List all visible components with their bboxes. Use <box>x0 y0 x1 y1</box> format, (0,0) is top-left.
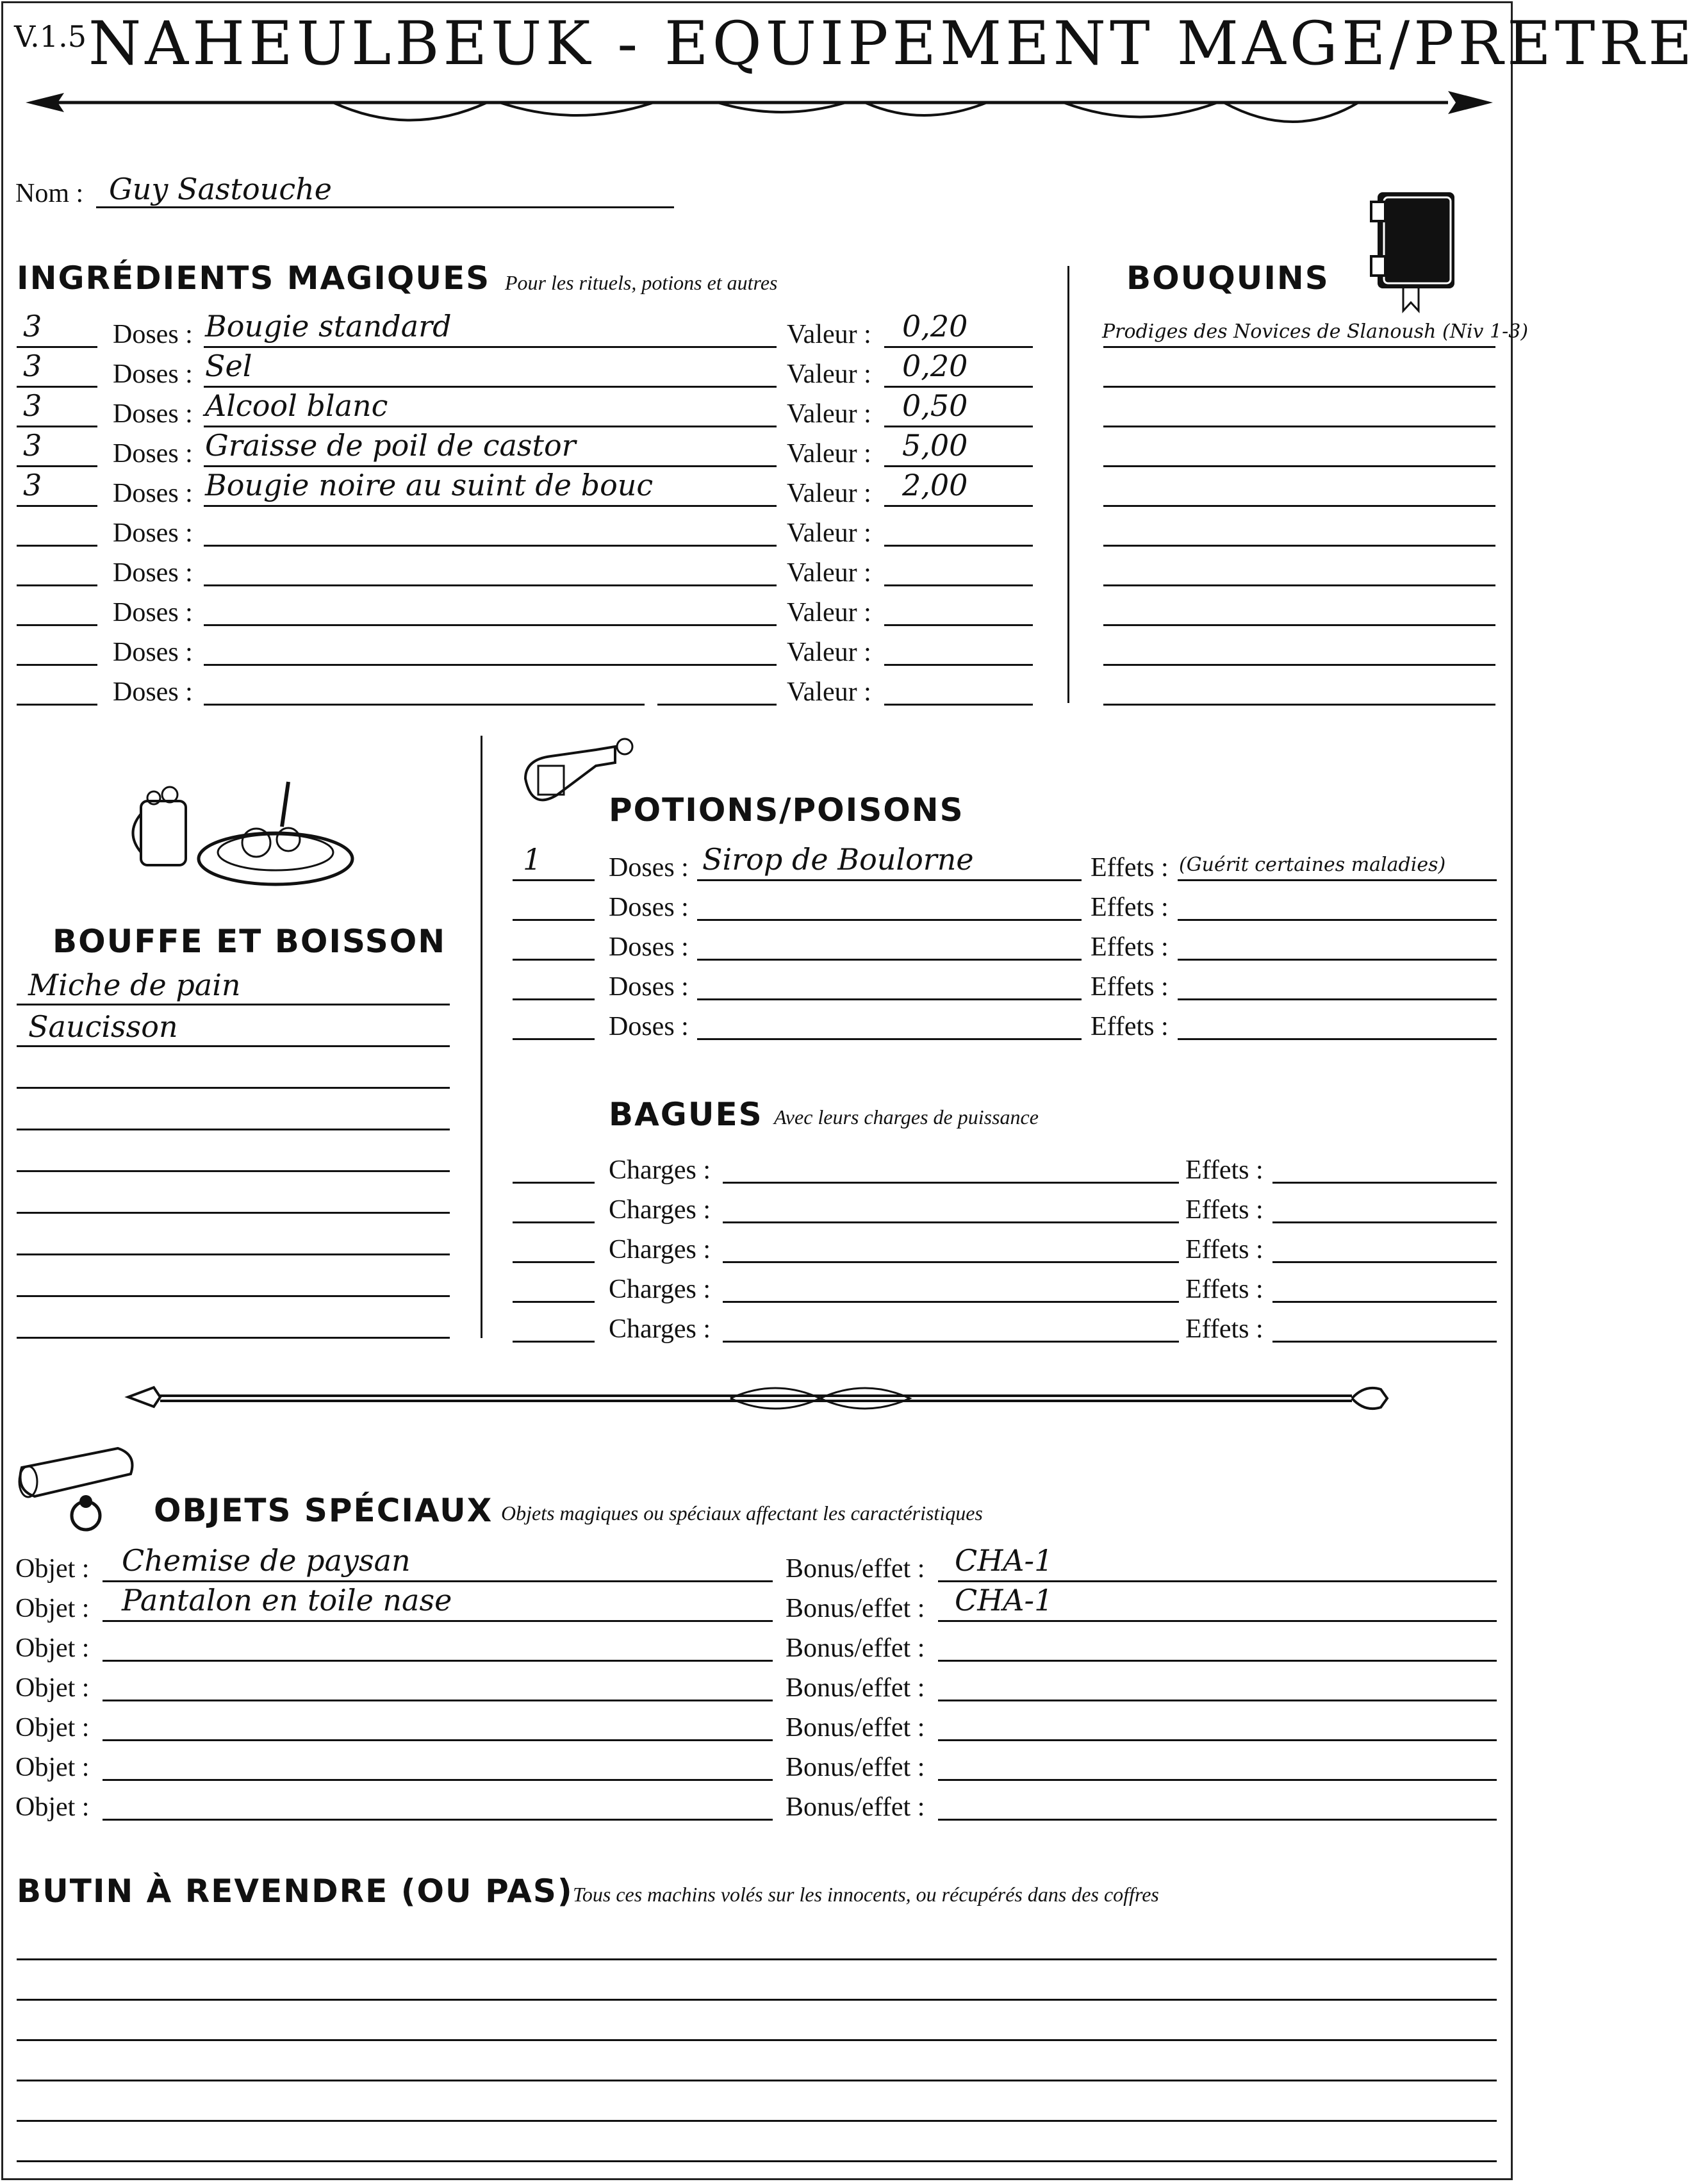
version-label: V.1.5 <box>14 19 86 54</box>
write-line <box>103 1580 773 1582</box>
effets-label: Effets : <box>1091 893 1169 922</box>
write-line <box>884 386 1033 388</box>
objet-bonus[interactable]: CHA-1 <box>955 1543 1053 1578</box>
bonus-label: Bonus/effet : <box>786 1673 925 1703</box>
write-line <box>1103 624 1495 626</box>
effets-label: Effets : <box>1091 1012 1169 1041</box>
effets-label: Effets : <box>1185 1314 1264 1344</box>
write-line <box>17 1212 450 1214</box>
butin-subtitle: Tous ces machins volés sur les innocents, ou récupérés dans des coffres <box>573 1883 1159 1906</box>
doses-label: Doses : <box>113 479 193 508</box>
write-line <box>204 426 777 427</box>
write-line <box>103 1739 773 1741</box>
bonus-label: Bonus/effet : <box>786 1753 925 1782</box>
objets-subtitle: Objets magiques ou spéciaux affectant les caractéristiques <box>501 1502 983 1525</box>
write-line <box>103 1620 773 1622</box>
write-line <box>204 465 777 467</box>
write-line <box>17 624 97 626</box>
write-line <box>513 1341 595 1343</box>
objet-label: Objet : <box>15 1634 90 1663</box>
book-icon <box>1365 186 1467 314</box>
write-line <box>17 465 97 467</box>
nom-label: Nom : <box>15 179 84 208</box>
bonus-label: Bonus/effet : <box>786 1713 925 1742</box>
doses-label: Doses : <box>609 853 689 882</box>
write-line <box>1178 879 1497 881</box>
objet-name[interactable]: Pantalon en toile nase <box>122 1583 452 1617</box>
ingredient-valeur[interactable]: 0,50 <box>902 388 968 423</box>
write-line <box>1103 465 1495 467</box>
staff-divider-icon <box>115 1371 1390 1423</box>
effets-label: Effets : <box>1185 1275 1264 1304</box>
doses-label: Doses : <box>113 518 193 548</box>
write-line <box>697 1038 1082 1040</box>
ingredient-name[interactable]: Graisse de poil de castor <box>205 428 576 463</box>
objet-label: Objet : <box>15 1792 90 1822</box>
write-line <box>1103 505 1495 507</box>
write-line <box>204 505 777 507</box>
write-line <box>1272 1341 1497 1343</box>
scroll-and-ring-icon <box>15 1435 150 1538</box>
write-line <box>1103 545 1495 547</box>
write-line <box>204 664 777 666</box>
write-line <box>1103 426 1495 427</box>
write-line <box>513 1261 595 1263</box>
doses-label: Doses : <box>609 893 689 922</box>
write-line <box>103 1779 773 1781</box>
valeur-label: Valeur : <box>787 598 871 627</box>
write-line <box>1103 386 1495 388</box>
write-line <box>204 624 777 626</box>
effets-label: Effets : <box>1185 1235 1264 1264</box>
write-line <box>1103 704 1495 706</box>
ingredient-qty[interactable]: 3 <box>23 428 42 463</box>
write-line <box>103 1819 773 1821</box>
butin-title: BUTIN À REVENDRE (OU PAS) <box>17 1873 573 1910</box>
write-line <box>17 1045 450 1047</box>
charges-label: Charges : <box>609 1195 711 1225</box>
write-line <box>17 386 97 388</box>
write-line <box>17 2080 1497 2081</box>
bagues-title: BAGUES <box>609 1096 763 1133</box>
valeur-label: Valeur : <box>787 558 871 588</box>
write-line <box>17 2160 1497 2162</box>
doses-label: Doses : <box>113 598 193 627</box>
charges-label: Charges : <box>609 1235 711 1264</box>
charges-label: Charges : <box>609 1155 711 1185</box>
valeur-label: Valeur : <box>787 360 871 389</box>
potion-effet[interactable]: (Guérit certaines maladies) <box>1179 854 1446 876</box>
potion-name[interactable]: Sirop de Boulorne <box>702 842 974 877</box>
objets-title: OBJETS SPÉCIAUX <box>154 1492 493 1529</box>
write-line <box>884 584 1033 586</box>
write-line <box>938 1739 1497 1741</box>
write-line <box>17 1087 450 1089</box>
ingredients-subtitle: Pour les rituels, potions et autres <box>505 271 778 294</box>
write-line <box>1272 1221 1497 1223</box>
doses-label: Doses : <box>113 360 193 389</box>
objet-label: Objet : <box>15 1753 90 1782</box>
write-line <box>697 998 1082 1000</box>
ingredient-name[interactable]: Alcool blanc <box>205 388 388 423</box>
objet-name[interactable]: Chemise de paysan <box>122 1543 411 1578</box>
potions-title: POTIONS/POISONS <box>609 791 964 829</box>
objet-label: Objet : <box>15 1594 90 1623</box>
doses-label: Doses : <box>609 1012 689 1041</box>
food-icon <box>128 763 359 891</box>
write-line <box>884 346 1033 348</box>
write-line <box>17 1295 450 1297</box>
valeur-label: Valeur : <box>787 518 871 548</box>
write-line <box>513 1221 595 1223</box>
write-line <box>1178 998 1497 1000</box>
bonus-label: Bonus/effet : <box>786 1554 925 1584</box>
write-line <box>884 426 1033 427</box>
write-line <box>513 919 595 921</box>
write-line <box>513 879 595 881</box>
write-line <box>17 2120 1497 2122</box>
write-line <box>1103 346 1495 348</box>
bouffe-item[interactable]: Saucisson <box>28 1009 178 1044</box>
write-line <box>17 1004 450 1005</box>
write-line <box>103 1700 773 1701</box>
write-line <box>204 545 777 547</box>
nom-value[interactable]: Guy Sastouche <box>109 172 332 206</box>
write-line <box>697 879 1082 881</box>
write-line <box>17 2039 1497 2041</box>
write-line <box>17 1337 450 1339</box>
write-line <box>938 1620 1497 1622</box>
write-line <box>657 704 777 706</box>
bouquins-title: BOUQUINS <box>1126 260 1330 297</box>
valeur-label: Valeur : <box>787 677 871 707</box>
potion-qty[interactable]: 1 <box>523 842 542 877</box>
write-line <box>938 1819 1497 1821</box>
ingredient-name[interactable]: Sel <box>205 349 252 383</box>
write-line <box>17 346 97 348</box>
write-line <box>1272 1182 1497 1184</box>
doses-label: Doses : <box>113 558 193 588</box>
objet-label: Objet : <box>15 1554 90 1584</box>
write-line <box>17 1129 450 1130</box>
write-line <box>17 1958 1497 1960</box>
charges-label: Charges : <box>609 1275 711 1304</box>
write-line <box>723 1221 1179 1223</box>
ingredient-name[interactable]: Bougie standard <box>205 309 452 343</box>
ingredients-title: INGRÉDIENTS MAGIQUES <box>17 260 491 297</box>
write-line <box>938 1779 1497 1781</box>
valeur-label: Valeur : <box>787 479 871 508</box>
ingredient-qty[interactable]: 3 <box>23 388 42 423</box>
effets-label: Effets : <box>1091 932 1169 962</box>
objet-bonus[interactable]: CHA-1 <box>955 1583 1053 1617</box>
write-line <box>884 624 1033 626</box>
doses-label: Doses : <box>609 972 689 1002</box>
doses-label: Doses : <box>113 439 193 468</box>
valeur-label: Valeur : <box>787 320 871 349</box>
write-line <box>938 1700 1497 1701</box>
doses-label: Doses : <box>113 399 193 429</box>
ingredient-valeur[interactable]: 0,20 <box>902 349 968 383</box>
write-line <box>17 584 97 586</box>
write-line <box>1178 919 1497 921</box>
ingredient-name[interactable]: Bougie noire au suint de bouc <box>205 468 654 502</box>
write-line <box>513 1038 595 1040</box>
write-line <box>884 545 1033 547</box>
bouffe-title: BOUFFE ET BOISSON <box>53 923 447 960</box>
write-line <box>697 919 1082 921</box>
write-line <box>1272 1261 1497 1263</box>
write-line <box>17 704 97 706</box>
write-line <box>723 1261 1179 1263</box>
write-line <box>204 346 777 348</box>
doses-label: Doses : <box>609 932 689 962</box>
ingredient-qty[interactable]: 3 <box>23 309 42 343</box>
write-line <box>103 1660 773 1662</box>
ingredient-qty[interactable]: 3 <box>23 468 42 502</box>
write-line <box>884 465 1033 467</box>
write-line <box>17 1170 450 1172</box>
effets-label: Effets : <box>1185 1155 1264 1185</box>
write-line <box>697 959 1082 961</box>
write-line <box>723 1341 1179 1343</box>
write-line <box>513 1301 595 1303</box>
write-line <box>1178 1038 1497 1040</box>
write-line <box>204 704 645 706</box>
spear-divider-icon <box>13 77 1506 147</box>
write-line <box>17 505 97 507</box>
ingredient-valeur[interactable]: 2,00 <box>902 468 968 502</box>
valeur-label: Valeur : <box>787 399 871 429</box>
effets-label: Effets : <box>1185 1195 1264 1225</box>
write-line <box>17 1253 450 1255</box>
write-line <box>17 664 97 666</box>
bonus-label: Bonus/effet : <box>786 1792 925 1822</box>
ingredient-qty[interactable]: 3 <box>23 349 42 383</box>
write-line <box>723 1182 1179 1184</box>
write-line <box>884 664 1033 666</box>
effets-label: Effets : <box>1091 853 1169 882</box>
doses-label: Doses : <box>113 320 193 349</box>
bouquin-item[interactable]: Prodiges des Novices de Slanoush (Niv 1-3) <box>1102 320 1529 343</box>
write-line <box>884 505 1033 507</box>
ingredient-valeur[interactable]: 0,20 <box>902 309 968 343</box>
write-line <box>1272 1301 1497 1303</box>
write-line <box>1103 664 1495 666</box>
bonus-label: Bonus/effet : <box>786 1594 925 1623</box>
bonus-label: Bonus/effet : <box>786 1634 925 1663</box>
bagues-subtitle: Avec leurs charges de puissance <box>774 1105 1039 1129</box>
write-line <box>723 1301 1179 1303</box>
write-line <box>513 1182 595 1184</box>
doses-label: Doses : <box>113 638 193 667</box>
write-line <box>938 1660 1497 1662</box>
ingredient-valeur[interactable]: 5,00 <box>902 428 968 463</box>
write-line <box>513 959 595 961</box>
write-line <box>513 998 595 1000</box>
write-line <box>1103 584 1495 586</box>
write-line <box>17 545 97 547</box>
effets-label: Effets : <box>1091 972 1169 1002</box>
charges-label: Charges : <box>609 1314 711 1344</box>
write-line <box>204 584 777 586</box>
write-line <box>884 704 1033 706</box>
objet-label: Objet : <box>15 1713 90 1742</box>
page-title: NAHEULBEUK - EQUIPEMENT MAGE/PRETRE <box>88 9 1696 79</box>
objet-label: Objet : <box>15 1673 90 1703</box>
write-line <box>938 1580 1497 1582</box>
valeur-label: Valeur : <box>787 439 871 468</box>
valeur-label: Valeur : <box>787 638 871 667</box>
write-line <box>17 426 97 427</box>
doses-label: Doses : <box>113 677 193 707</box>
bouffe-item[interactable]: Miche de pain <box>28 968 241 1002</box>
write-line <box>17 1999 1497 2001</box>
write-line <box>1178 959 1497 961</box>
write-line <box>204 386 777 388</box>
